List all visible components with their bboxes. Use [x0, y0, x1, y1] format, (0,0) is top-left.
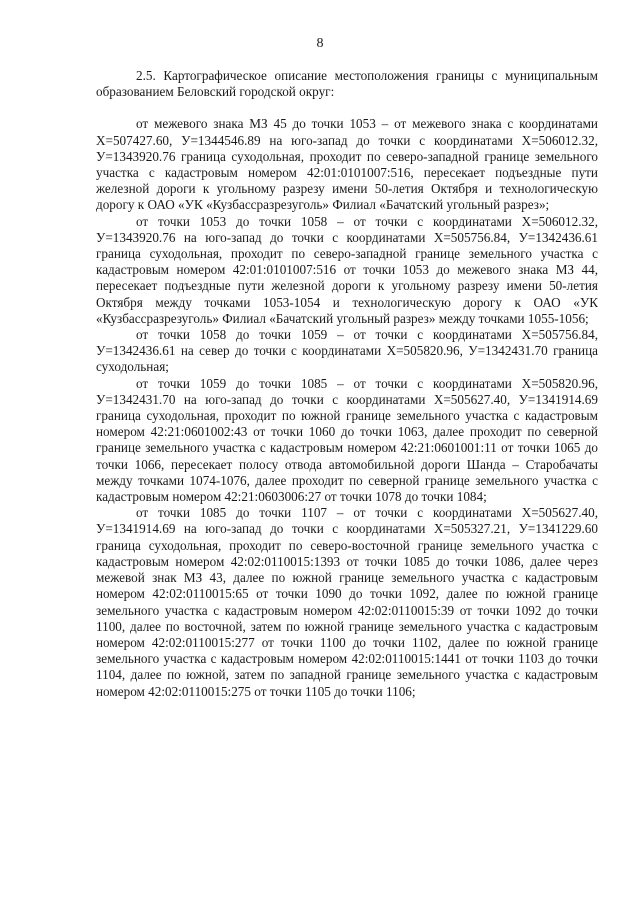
paragraph: от точки 1085 до точки 1107 – от точки с координатами X=505627.40, У=1341914.69 на юго-запад до точки с координатами X=505327.21, У=1341229.60 граница суходольная, проходит по северо-восточной границе земельного участка с кадастровым номером 42:02:0110015:1393 от точки 1085 до точки 1086, далее через межевой знак МЗ 43, далее по южной границе земельного участка с кадастровым номером 42:02:0110015:65 от точки 1090 до точки 1092, далее по южной границе земельного участка с кадастровым номером 42:02:0110015:39 от точки 1092 до точки 1100, далее по восточной, затем по южной границе земельного участка с кадастровым номером 42:02:0110015:277 от точки 1100 до точки 1102, далее по южной границе земельного участка с кадастровым номером 42:02:0110015:1441 от точки 1103 до точки 1104, далее по южной, затем по западной границе земельного участка с кадастровым номером 42:02:0110015:275 от точки 1105 до точки 1106; — [96, 505, 598, 699]
paragraph: от точки 1053 до точки 1058 – от точки с координатами X=506012.32, У=1343920.76 на юго-запад до точки с координатами X=505756.84, У=1342436.61 граница суходольная, проходит по северо-западной границе земельного участка с кадастровым номером 42:01:0101007:516 от точки 1053 до межевого знака МЗ 44, пересекает подъездные пути железной дороги к угольному разрезу имени 50-летия Октября между точками 1053-1054 и технологическую дорогу к ОАО «УК «Кузбассразрезуголь» Филиал «Бачатский угольный разрез» между точками 1055-1056; — [96, 213, 598, 326]
paragraph: от межевого знака МЗ 45 до точки 1053 – от межевого знака с координатами X=507427.60, У=1344546.89 на юго-запад до точки с координатами X=506012.32, У=1343920.76 граница суходольная, проходит по северо-западной границе земельного участка с кадастровым номером 42:01:0101007:516, пересекает подъездные пути железной дороги к угольному разрезу имени 50-летия Октября и технологическую дорогу к ОАО «УК «Кузбассразрезуголь» Филиал «Бачатский угольный разрез»; — [96, 116, 598, 213]
paragraph: от точки 1059 до точки 1085 – от точки с координатами X=505820.96, У=1342431.70 на юго-запад до точки с координатами X=505627.40, У=1341914.69 граница суходольная, проходит по южной границе земельного участка с кадастровым номером 42:21:0601002:43 от точки 1060 до точки 1063, далее проходит по северной границе земельного участка с кадастровым номером 42:21:0601001:11 от точки 1065 до точки 1066, пересекает полосу отвода автомобильной дороги Шанда – Старобачаты между точками 1074-1076, далее проходит по северной границе земельного участка с кадастровым номером 42:21:0603006:27 от точки 1078 до точки 1084; — [96, 375, 598, 505]
paragraph: от точки 1058 до точки 1059 – от точки с координатами X=505756.84, У=1342436.61 на север до точки с координатами X=505820.96, У=1342431.70 граница суходольная; — [96, 327, 598, 375]
document-body — [96, 68, 598, 700]
page-number: 8 — [316, 36, 324, 51]
section-heading: 2.5. Картографическое описание местоположения границы с муниципальным образованием Беловский городской округ: — [96, 68, 598, 100]
